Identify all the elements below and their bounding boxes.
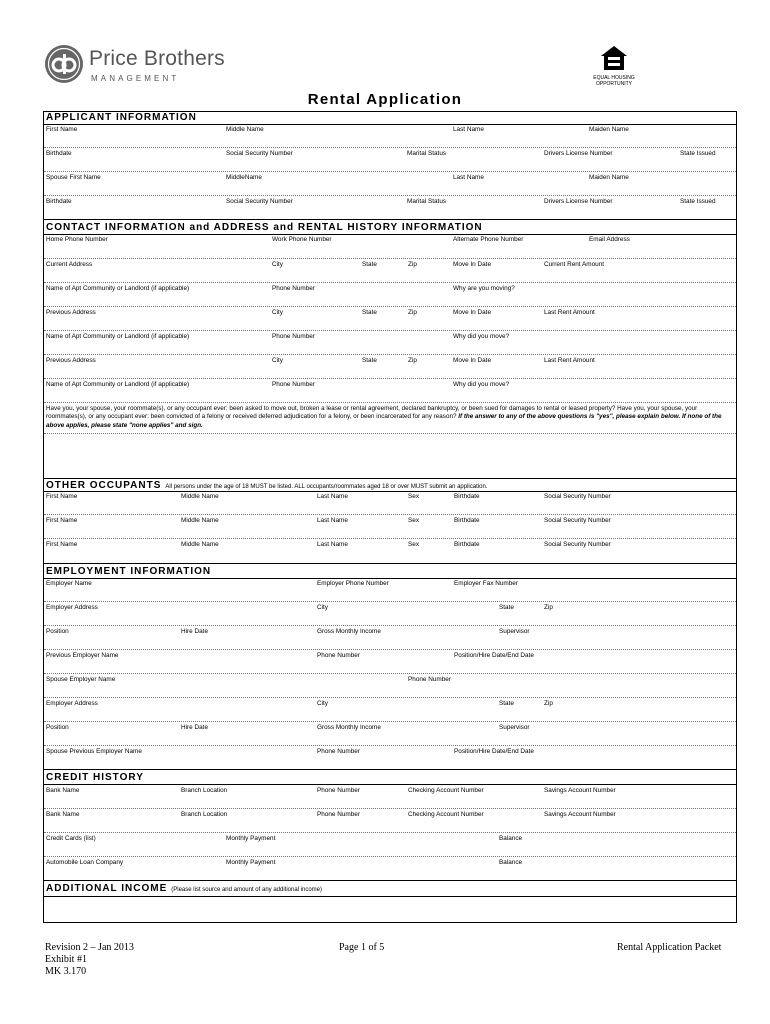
- section-other-occupants: [46, 480, 487, 491]
- previous-city-1-field[interactable]: City: [272, 309, 284, 316]
- occupant-2-sex-field[interactable]: Sex: [408, 517, 420, 524]
- previous-employer-phone-field[interactable]: Phone Number: [317, 652, 360, 659]
- footer-mk: MK 3.170: [45, 966, 87, 977]
- spouse-gross-income-field[interactable]: Gross Monthly Income: [317, 724, 381, 731]
- bank-name-1-field[interactable]: Bank Name: [46, 787, 80, 794]
- credit-cards-field[interactable]: Credit Cards (list): [46, 835, 96, 842]
- occupant-1-middle-name-field[interactable]: Middle Name: [181, 493, 219, 500]
- additional-income-field[interactable]: [44, 897, 736, 922]
- work-phone-field[interactable]: Work Phone Number: [272, 236, 332, 243]
- spouse-employer-zip-field[interactable]: Zip: [544, 700, 553, 707]
- employer-city-field[interactable]: City: [317, 604, 329, 611]
- gross-income-field[interactable]: Gross Monthly Income: [317, 628, 381, 635]
- checking-account-1-field[interactable]: Checking Account Number: [408, 787, 484, 794]
- occupant-1-birthdate-field[interactable]: Birthdate: [454, 493, 480, 500]
- spouse-ssn-field[interactable]: Social Security Number: [226, 198, 293, 205]
- previous-employer-dates-field[interactable]: Position/Hire Date/End Date: [454, 652, 534, 659]
- drivers-license-field[interactable]: Drivers License Number: [544, 150, 613, 157]
- spouse-marital-status-field[interactable]: Marital Status: [407, 198, 447, 205]
- spouse-last-name-field[interactable]: Last Name: [453, 174, 484, 181]
- disclosure-statement: [46, 405, 734, 430]
- spouse-previous-employer-phone-field[interactable]: Phone Number: [317, 748, 360, 755]
- position-field[interactable]: Position: [46, 628, 69, 635]
- spouse-birthdate-field[interactable]: Birthdate: [46, 198, 72, 205]
- employer-fax-field[interactable]: Employer Fax Number: [454, 580, 518, 587]
- section-employment-information: EMPLOYMENT INFORMATION: [46, 566, 212, 577]
- section-additional-income: [46, 883, 322, 894]
- spouse-drivers-license-field[interactable]: Drivers License Number: [544, 198, 613, 205]
- bank-phone-2-field[interactable]: Phone Number: [317, 811, 360, 818]
- company-logo: [44, 44, 244, 88]
- spouse-supervisor-field[interactable]: Supervisor: [499, 724, 530, 731]
- spouse-state-issued-field[interactable]: State Issued: [680, 198, 716, 205]
- employer-address-field[interactable]: Employer Address: [46, 604, 98, 611]
- state-issued-field[interactable]: State Issued: [680, 150, 716, 157]
- occupant-1-sex-field[interactable]: Sex: [408, 493, 420, 500]
- logo-subtitle: MANAGEMENT: [91, 74, 180, 83]
- branch-location-2-field[interactable]: Branch Location: [181, 811, 228, 818]
- occupant-2-ssn-field[interactable]: Social Security Number: [544, 517, 611, 524]
- disclosure-explanation-field[interactable]: [44, 434, 736, 478]
- home-phone-field[interactable]: Home Phone Number: [46, 236, 108, 243]
- occupant-1-last-name-field[interactable]: Last Name: [317, 493, 348, 500]
- occupant-2-first-name-field[interactable]: First Name: [46, 517, 78, 524]
- previous-city-2-field[interactable]: City: [272, 357, 284, 364]
- occupant-3-middle-name-field[interactable]: Middle Name: [181, 541, 219, 548]
- occupant-2-birthdate-field[interactable]: Birthdate: [454, 517, 480, 524]
- why-move-1-field[interactable]: Why did you move?: [453, 333, 510, 340]
- previous-landlord-1-field[interactable]: Name of Apt Community or Landlord (if applicable): [46, 333, 190, 340]
- current-landlord-field[interactable]: Name of Apt Community or Landlord (if applicable): [46, 285, 190, 292]
- current-zip-field[interactable]: Zip: [408, 261, 417, 268]
- previous-landlord-phone-1-field[interactable]: Phone Number: [272, 333, 315, 340]
- previous-address-1-field[interactable]: Previous Address: [46, 309, 96, 316]
- why-moving-field[interactable]: Why are you moving?: [453, 285, 515, 292]
- eho-line-1: EQUAL HOUSING: [593, 75, 635, 81]
- employer-zip-field[interactable]: Zip: [544, 604, 553, 611]
- spouse-employer-address-field[interactable]: Employer Address: [46, 700, 98, 707]
- previous-state-2-field[interactable]: State: [362, 357, 377, 364]
- last-rent-1-field[interactable]: Last Rent Amount: [544, 309, 595, 316]
- supervisor-field[interactable]: Supervisor: [499, 628, 530, 635]
- disclosure-instruction: If the answer to any of the above questions is "yes", please explain below. If none of the above applies, please state "none applies" and sign.: [46, 413, 722, 429]
- previous-zip-1-field[interactable]: Zip: [408, 309, 417, 316]
- auto-loan-company-field[interactable]: Automobile Loan Company: [46, 859, 124, 866]
- price-brothers-logo-icon: [44, 44, 84, 84]
- eho-line-2: OPPORTUNITY: [595, 81, 633, 87]
- section-other-occupants-title: OTHER OCCUPANTS: [46, 480, 162, 491]
- logo-name: Price Brothers: [89, 47, 225, 70]
- auto-loan-balance-field[interactable]: Balance: [499, 859, 523, 866]
- savings-account-2-field[interactable]: Savings Account Number: [544, 811, 616, 818]
- birthdate-field[interactable]: Birthdate: [46, 150, 72, 157]
- page-title: Rental Application: [307, 91, 463, 108]
- occupant-3-last-name-field[interactable]: Last Name: [317, 541, 348, 548]
- previous-state-1-field[interactable]: State: [362, 309, 377, 316]
- spouse-maiden-name-field[interactable]: Maiden Name: [589, 174, 629, 181]
- occupant-3-sex-field[interactable]: Sex: [408, 541, 420, 548]
- middle-name-field[interactable]: Middle Name: [226, 126, 264, 133]
- footer-packet-title: Rental Application Packet: [617, 942, 722, 953]
- last-rent-2-field[interactable]: Last Rent Amount: [544, 357, 595, 364]
- auto-loan-payment-field[interactable]: Monthly Payment: [226, 859, 276, 866]
- hire-date-field[interactable]: Hire Date: [181, 628, 208, 635]
- first-name-field[interactable]: First Name: [46, 126, 78, 133]
- spouse-previous-employer-dates-field[interactable]: Position/Hire Date/End Date: [454, 748, 534, 755]
- spouse-first-name-field[interactable]: Spouse First Name: [46, 174, 101, 181]
- rental-application-form: [43, 111, 737, 923]
- previous-zip-2-field[interactable]: Zip: [408, 357, 417, 364]
- equal-housing-badge: [584, 44, 644, 87]
- footer-exhibit: Exhibit #1: [45, 954, 87, 965]
- employer-name-field[interactable]: Employer Name: [46, 580, 92, 587]
- alternate-phone-field[interactable]: Alternate Phone Number: [453, 236, 524, 243]
- spouse-employer-city-field[interactable]: City: [317, 700, 329, 707]
- income-note: (Please list source and amount of any additional income): [171, 887, 323, 893]
- occupant-1-ssn-field[interactable]: Social Security Number: [544, 493, 611, 500]
- last-name-field[interactable]: Last Name: [453, 126, 484, 133]
- spouse-employer-phone-field[interactable]: Phone Number: [408, 676, 451, 683]
- occupant-3-first-name-field[interactable]: First Name: [46, 541, 78, 548]
- section-credit-history: CREDIT HISTORY: [46, 772, 144, 783]
- previous-address-2-field[interactable]: Previous Address: [46, 357, 96, 364]
- occupant-1-first-name-field[interactable]: First Name: [46, 493, 78, 500]
- current-address-field[interactable]: Current Address: [46, 261, 93, 268]
- credit-cards-payment-field[interactable]: Monthly Payment: [226, 835, 276, 842]
- current-rent-field[interactable]: Current Rent Amount: [544, 261, 605, 268]
- credit-cards-balance-field[interactable]: Balance: [499, 835, 523, 842]
- current-move-in-field[interactable]: Move In Date: [453, 261, 492, 268]
- employer-state-field[interactable]: State: [499, 604, 514, 611]
- occupant-2-last-name-field[interactable]: Last Name: [317, 517, 348, 524]
- spouse-employer-field[interactable]: Spouse Employer Name: [46, 676, 116, 683]
- previous-employer-field[interactable]: Previous Employer Name: [46, 652, 119, 659]
- branch-location-1-field[interactable]: Branch Location: [181, 787, 228, 794]
- bank-phone-1-field[interactable]: Phone Number: [317, 787, 360, 794]
- spouse-position-field[interactable]: Position: [46, 724, 69, 731]
- disclosure-text: Have you, your spouse, your roommate(s), or any occupant ever: been asked to move out, broken a lease or rental agreement, declared bankruptcy, or been sued for damages to rental or leased property? Have you, your spouse, your roommates(s), or any occupant ever: been convicted of a felony or received deferred adjudication for a felony, or been incarcerated for any reason?: [46, 405, 698, 421]
- section-contact-information: CONTACT INFORMATION and ADDRESS and RENTAL HISTORY INFORMATION: [46, 222, 483, 233]
- footer-revision: Revision 2 – Jan 2013: [45, 942, 134, 953]
- bank-name-2-field[interactable]: Bank Name: [46, 811, 80, 818]
- footer-page-number: Page 1 of 5: [339, 942, 385, 953]
- spouse-hire-date-field[interactable]: Hire Date: [181, 724, 208, 731]
- previous-move-in-1-field[interactable]: Move In Date: [453, 309, 492, 316]
- occupant-3-ssn-field[interactable]: Social Security Number: [544, 541, 611, 548]
- equal-housing-icon: [600, 44, 628, 72]
- marital-status-field[interactable]: Marital Status: [407, 150, 447, 157]
- occupants-note: All persons under the age of 18 MUST be listed. ALL occupants/roommates aged 18 or over MUST submit an application.: [165, 484, 488, 490]
- savings-account-1-field[interactable]: Savings Account Number: [544, 787, 616, 794]
- section-additional-income-title: ADDITIONAL INCOME: [46, 883, 168, 894]
- section-applicant-information: APPLICANT INFORMATION: [46, 112, 197, 123]
- spouse-middle-name-field[interactable]: MiddleName: [226, 174, 262, 181]
- footer-left: [45, 942, 134, 978]
- ssn-field[interactable]: Social Security Number: [226, 150, 293, 157]
- previous-landlord-2-field[interactable]: Name of Apt Community or Landlord (if applicable): [46, 381, 190, 388]
- spouse-previous-employer-field[interactable]: Spouse Previous Employer Name: [46, 748, 142, 755]
- why-move-2-field[interactable]: Why did you move?: [453, 381, 510, 388]
- spouse-employer-state-field[interactable]: State: [499, 700, 514, 707]
- employer-phone-field[interactable]: Employer Phone Number: [317, 580, 389, 587]
- previous-landlord-phone-2-field[interactable]: Phone Number: [272, 381, 315, 388]
- previous-move-in-2-field[interactable]: Move In Date: [453, 357, 492, 364]
- current-city-field[interactable]: City: [272, 261, 284, 268]
- occupant-3-birthdate-field[interactable]: Birthdate: [454, 541, 480, 548]
- email-address-field[interactable]: Email Address: [589, 236, 630, 243]
- maiden-name-field[interactable]: Maiden Name: [589, 126, 629, 133]
- current-state-field[interactable]: State: [362, 261, 377, 268]
- checking-account-2-field[interactable]: Checking Account Number: [408, 811, 484, 818]
- current-landlord-phone-field[interactable]: Phone Number: [272, 285, 315, 292]
- occupant-2-middle-name-field[interactable]: Middle Name: [181, 517, 219, 524]
